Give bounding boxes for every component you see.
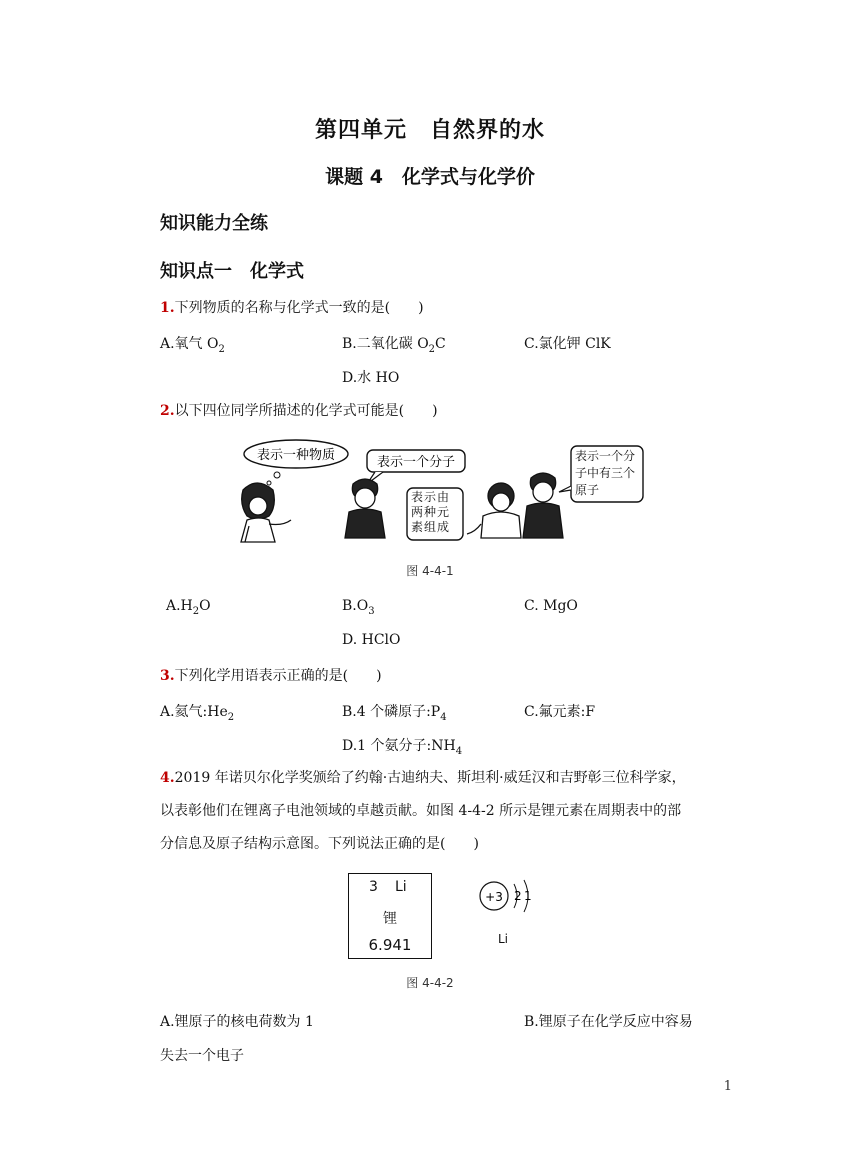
question-4 [160,762,720,861]
option-c: C. MgO [524,598,578,614]
question-line: 分信息及原子结构示意图。下列说法正确的是( ) [160,836,479,852]
element-symbol: Li [395,879,407,895]
bubble-1-text: 表示一种物质 [256,448,336,463]
periodic-table-cell [348,873,432,959]
question-text: 下列物质的名称与化学式一致的是( ) [174,300,424,316]
atomic-structure-diagram [474,874,554,922]
option-b: $B.O_3$ [342,598,375,617]
option-b: B.锂原子在化学反应中容易 [524,1014,693,1030]
question-number: 2. [160,403,175,419]
bubble-2-text: 表示一个分子 [376,455,456,470]
element-name: 锂 [383,911,397,927]
option-d: D. HClO [342,632,401,648]
nucleus-charge: +3 [485,890,503,904]
student-girl [241,483,291,542]
option-d: D.1 个氨分子$:NH_4$ [342,738,463,757]
students-illustration [225,432,665,544]
option-b-continued: 失去一个电子 [160,1048,244,1064]
option-b: B.二氧化碳 $O_2C$ [342,336,446,355]
question-text: 下列化学用语表示正确的是( ) [174,668,382,684]
option-c: C.氟元素:F [524,704,596,720]
atomic-number: 3 [369,879,378,895]
option-a: $A.H_2O$ [166,598,211,617]
option-a: A.氦气$:He_2$ [160,704,235,723]
option-a: A.氧气 $O_2$ [160,336,225,355]
section-heading: 知识能力全练 [160,213,268,234]
topic-heading: 知识点一 化学式 [160,261,304,282]
shell-1-electrons: 2 [514,889,522,903]
option-b: B.4 个磷原子$:P_4$ [342,704,447,723]
question-3 [160,666,382,686]
question-text: 以下四位同学所描述的化学式可能是( ) [174,403,438,419]
question-1 [160,298,424,318]
question-number: 3. [160,668,175,684]
figure-caption: 图 4-4-1 [406,564,454,578]
option-a: A.锂原子的核电荷数为 1 [160,1014,314,1030]
option-d: D.水 HO [342,370,400,386]
question-2 [160,401,438,421]
figure-caption: 图 4-4-2 [406,976,454,990]
bubble-4-text: 表示一个分子中有三个原子 [575,449,636,497]
student-boy-3 [523,473,563,538]
shell-2-electrons: 1 [524,889,532,903]
lesson-title: 课题 4 化学式与化学价 [325,166,535,188]
bubble-3-text: 表示由两种元素组成 [411,490,451,534]
question-number: 4. [160,770,175,786]
student-boy-1 [345,479,385,538]
question-line: 以表彰他们在锂离子电池领域的卓越贡献。如图 4-4-2 所示是锂元素在周期表中的部 [160,803,682,819]
atomic-mass: 6.941 [368,936,412,954]
option-c: C.氯化钾 ClK [524,336,611,352]
question-number: 1. [160,300,175,316]
atom-label: Li [498,932,509,946]
page-number: 1 [723,1079,732,1094]
unit-title: 第四单元 自然界的水 [314,118,545,143]
question-line: 2019 年诺贝尔化学奖颁给了约翰·古迪纳夫、斯坦利·威廷汉和吉野彰三位科学家， [174,770,686,786]
student-boy-2 [467,483,521,538]
